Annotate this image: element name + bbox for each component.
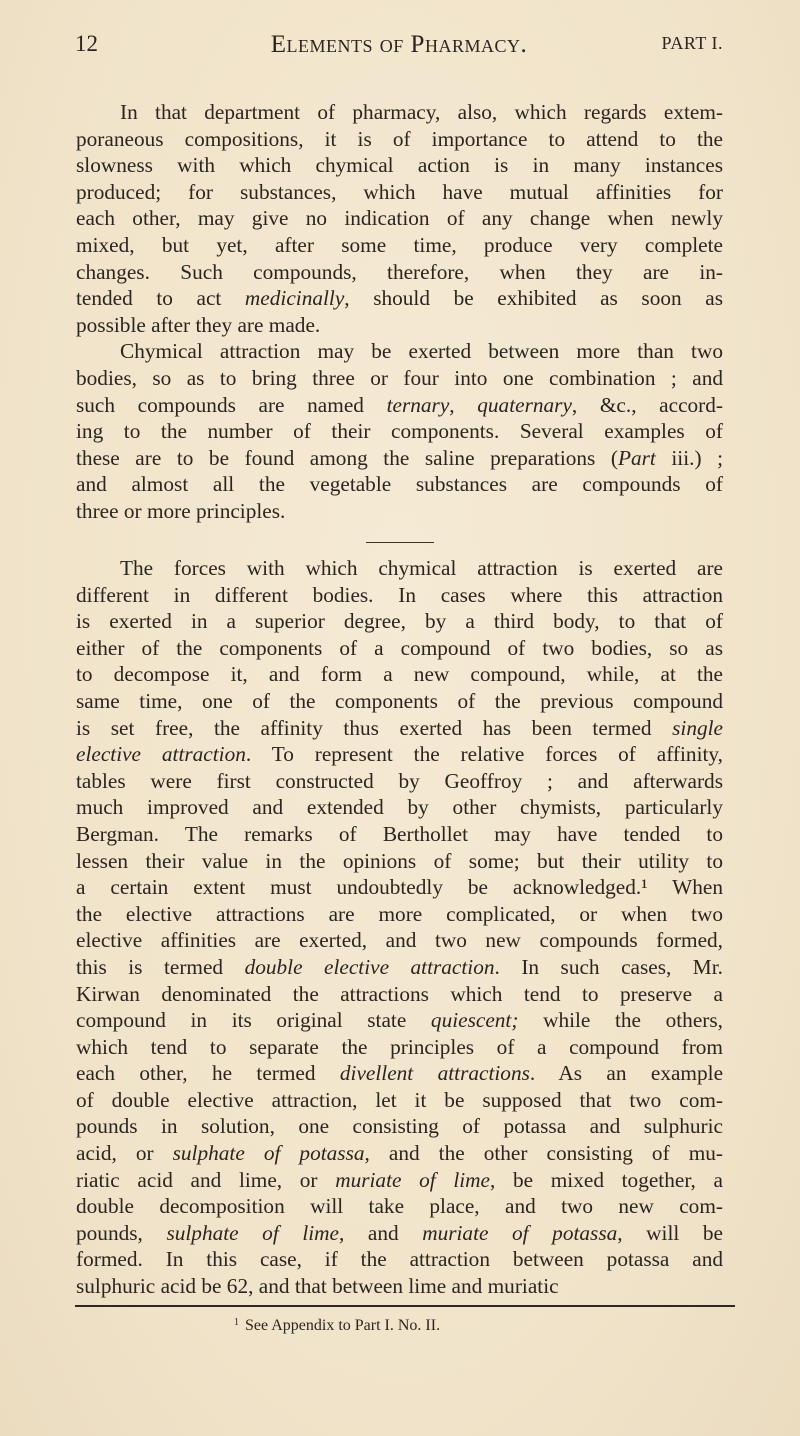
text-run: three or more principles. <box>76 498 286 523</box>
text-run: produced; for substances, which have mutual affinities for <box>76 179 723 204</box>
text-line <box>76 152 723 179</box>
text-line <box>76 1167 723 1194</box>
text-line <box>76 954 723 981</box>
italic-term: Part <box>617 445 656 470</box>
text-run: acid, or <box>76 1141 173 1166</box>
text-run: . As an example <box>529 1061 724 1086</box>
text-line <box>76 848 723 875</box>
text-line <box>76 768 723 795</box>
text-run: , <box>449 392 478 417</box>
text-line <box>76 821 723 848</box>
text-line <box>76 179 723 206</box>
text-run: slowness with which chymical action is in many instances <box>76 153 723 178</box>
text-run: , will be <box>617 1220 723 1245</box>
text-line <box>76 126 723 153</box>
running-title: Elements of Pharmacy. <box>270 31 528 58</box>
text-line <box>76 1113 723 1140</box>
text-line <box>76 312 723 339</box>
text-line <box>76 741 723 768</box>
text-line <box>76 1193 723 1220</box>
text-run: bodies, so as to bring three or four into one combination ; and <box>76 365 723 390</box>
italic-term: double elective attraction <box>244 954 495 979</box>
text-run: formed. In this case, if the attraction between potassa and <box>76 1247 723 1272</box>
text-run: Bergman. The remarks of Berthollet may have tended to <box>76 821 723 846</box>
italic-term: muriate of lime <box>335 1167 490 1192</box>
text-line <box>76 1220 723 1247</box>
text-run: tables were first constructed by Geoffroy ; and afterwards <box>76 768 723 793</box>
text-run: is exerted in a superior degree, by a third body, to that of <box>76 609 723 634</box>
text-line <box>76 285 723 312</box>
italic-term: medicinally <box>244 286 345 311</box>
text-line <box>76 232 723 259</box>
text-run: much improved and extended by other chymists, particularly <box>76 795 723 820</box>
text-line <box>76 1060 723 1087</box>
text-run: each other, may give no indication of any change when newly <box>76 206 723 231</box>
text-line <box>76 927 723 954</box>
italic-term: single <box>672 715 723 740</box>
text-line <box>76 901 723 928</box>
text-run: the elective attractions are more complicated, or when two <box>76 901 723 926</box>
text-run: . In such cases, Mr. <box>494 954 723 979</box>
text-run: pounds, <box>76 1220 167 1245</box>
text-line <box>76 1007 723 1034</box>
text-run: compound in its original state <box>76 1008 431 1033</box>
text-line <box>76 365 723 392</box>
text-run: , &c., accord- <box>571 392 724 417</box>
text-line <box>76 259 723 286</box>
text-line <box>76 1273 723 1300</box>
paragraph-elective-attraction <box>76 555 723 1300</box>
text-run: different in different bodies. In cases where this attraction <box>76 582 723 607</box>
text-line <box>76 338 723 365</box>
text-line <box>76 99 723 126</box>
text-run: mixed, but yet, after some time, produce very complete <box>76 232 723 257</box>
text-run: Kirwan denominated the attractions which tend to preserve a <box>76 981 723 1006</box>
text-run: same time, one of the components of the previous compound <box>76 688 723 713</box>
text-line <box>76 874 723 901</box>
text-run: ing to the number of their components. Several examples of <box>76 419 723 444</box>
text-run: riatic acid and lime, or <box>76 1167 336 1192</box>
text-run: elective affinities are exerted, and two new compounds formed, <box>76 928 723 953</box>
text-run: to decompose it, and form a new compound, while, at the <box>76 662 723 687</box>
italic-term: divellent attractions <box>339 1061 530 1086</box>
footnote-divider <box>75 1305 735 1307</box>
text-line <box>76 471 723 498</box>
text-run: tended to act <box>76 286 245 311</box>
text-line <box>76 555 723 582</box>
text-run: is set free, the affinity thus exerted has been termed <box>76 715 673 740</box>
text-run: of double elective attraction, let it be supposed that two com- <box>76 1087 723 1112</box>
text-run: double decomposition will take place, and two new com- <box>76 1194 723 1219</box>
text-run: either of the components of a compound of two bodies, so as <box>76 635 723 660</box>
text-line <box>76 418 723 445</box>
text-run: The forces with which chymical attraction is exerted are <box>120 556 723 580</box>
text-run: pounds in solution, one consisting of potassa and sulphuric <box>76 1114 723 1139</box>
text-line <box>76 392 723 419</box>
paragraph-extemporaneous <box>76 99 723 338</box>
text-line <box>76 1034 723 1061</box>
footnote <box>234 1317 440 1335</box>
text-line <box>76 635 723 662</box>
italic-term: quaternary <box>477 392 572 417</box>
footnote-text: See Appendix to Part I. No. II. <box>245 1317 441 1334</box>
italic-term: sulphate of potassa <box>172 1141 365 1166</box>
text-line <box>76 1140 723 1167</box>
text-run: possible after they are made. <box>76 312 321 337</box>
text-run: these are to be found among the saline preparations ( <box>76 445 618 470</box>
text-line <box>76 661 723 688</box>
text-line <box>76 1246 723 1273</box>
text-run: , and the other consisting of mu- <box>364 1141 724 1166</box>
paragraph-ternary-compounds <box>76 338 723 524</box>
text-line <box>76 608 723 635</box>
text-line <box>76 582 723 609</box>
text-run: a certain extent must undoubtedly be acknowledged.¹ When <box>76 875 723 900</box>
text-run: , and <box>338 1220 423 1245</box>
text-line <box>76 715 723 742</box>
text-run: while the others, <box>518 1008 723 1033</box>
text-run: Chymical attraction may be exerted between more than two <box>120 339 723 364</box>
text-run: , should be exhibited as soon as <box>344 286 723 311</box>
text-run: sulphuric acid be 62, and that between lime and muriatic <box>76 1274 559 1299</box>
page-number: 12 <box>75 31 98 56</box>
text-line <box>76 445 723 472</box>
text-run: poraneous compositions, it is of importance to attend to the <box>76 126 723 151</box>
text-run: In that department of pharmacy, also, which regards extem- <box>120 100 723 124</box>
italic-term: ternary <box>386 392 450 417</box>
text-run: and almost all the vegetable substances are compounds of <box>76 472 723 497</box>
text-line <box>76 1087 723 1114</box>
text-run: changes. Such compounds, therefore, when they are in- <box>76 259 723 284</box>
section-divider <box>366 542 434 543</box>
text-run: such compounds are named <box>76 392 387 417</box>
text-line <box>76 205 723 232</box>
text-run: iii.) ; <box>655 445 723 470</box>
text-run: which tend to separate the principles of a compound from <box>76 1034 723 1059</box>
text-line <box>76 981 723 1008</box>
text-run: lessen their value in the opinions of some; but their utility to <box>76 848 723 873</box>
text-line <box>76 498 723 525</box>
italic-term: quiescent; <box>430 1008 519 1033</box>
running-header <box>75 31 723 63</box>
italic-term: sulphate of lime <box>166 1220 339 1245</box>
text-run: , be mixed together, a <box>490 1167 723 1192</box>
text-run: each other, he termed <box>76 1061 340 1086</box>
text-run: this is termed <box>76 954 245 979</box>
footnote-marker: 1 <box>234 1317 239 1328</box>
text-line <box>76 688 723 715</box>
text-run: . To represent the relative forces of affinity, <box>245 742 724 767</box>
italic-term: muriate of potassa <box>422 1220 618 1245</box>
italic-term: elective attraction <box>76 742 246 767</box>
text-line <box>76 794 723 821</box>
part-label: PART I. <box>661 33 723 53</box>
